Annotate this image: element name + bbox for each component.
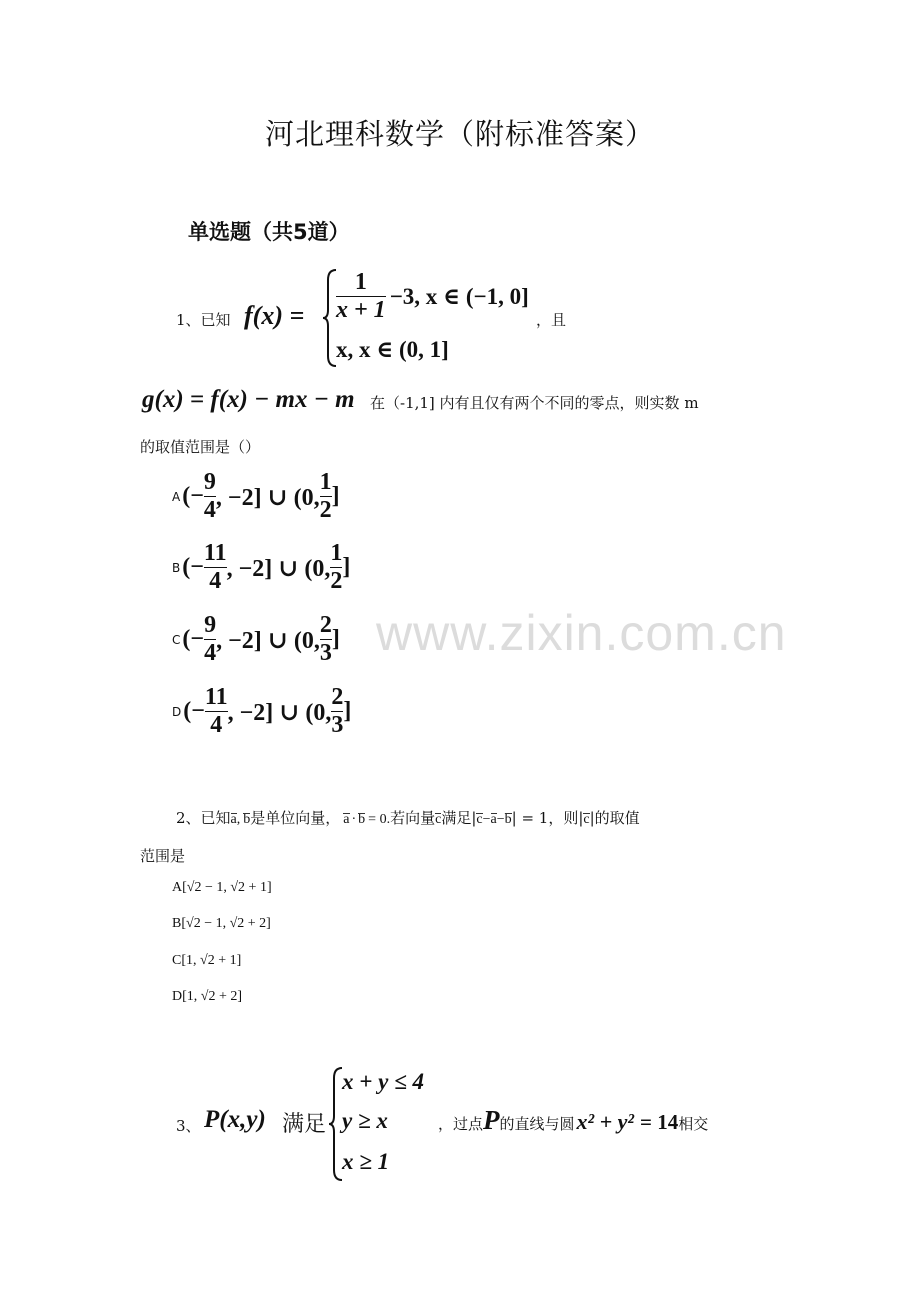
option-post: ] <box>342 554 351 581</box>
option-post: ] <box>343 698 352 725</box>
frac-den: 3 <box>319 640 332 667</box>
option-letter: B <box>172 560 181 575</box>
vector-b: b <box>358 812 366 827</box>
vector-b: b <box>243 812 251 827</box>
option-mid: , −2] ∪ (0, <box>215 484 320 511</box>
option-pre: (− <box>182 483 204 510</box>
q2-option-b[interactable] <box>172 916 271 932</box>
frac-num: 2 <box>319 612 332 638</box>
q3-cond-2: y ≥ x <box>342 1108 388 1133</box>
q1-func: f(x) = <box>244 301 305 330</box>
q2-option-c[interactable] <box>172 953 241 969</box>
frac-num: 9 <box>203 469 216 495</box>
option-text: [√2 − 1, √2 + 1] <box>182 880 272 895</box>
frac-num: 1 <box>330 540 343 566</box>
option-fraction-1 <box>205 685 228 738</box>
q2-comma: , <box>236 812 241 827</box>
q1-g-expr: g(x) = f(x) − mx − m <box>142 386 355 413</box>
minus-sign: − <box>496 812 505 827</box>
q1-case1-tail: −3, x ∈ (−1, 0] <box>389 284 529 310</box>
dot-operator: · <box>351 812 357 827</box>
option-pre: (− <box>182 626 205 653</box>
q2-option-a[interactable] <box>172 880 272 896</box>
q1-after-cases: ，且 <box>536 311 567 329</box>
q3-text-1: ，过点 <box>438 1115 484 1133</box>
option-letter: B <box>172 916 182 931</box>
frac-num: 1 <box>319 469 332 495</box>
q2-zero: = 0. <box>368 812 391 827</box>
q3-point: P(x,y) <box>204 1106 266 1133</box>
vector-c: c <box>435 812 442 827</box>
option-mid: , −2] ∪ (0, <box>227 699 332 726</box>
option-letter: D <box>172 704 182 719</box>
q2-text-3: 若向量 <box>390 809 436 827</box>
option-text: [1, √2 + 2] <box>182 989 243 1004</box>
q3-text-3: 相交 <box>678 1115 709 1133</box>
q1-option-b[interactable] <box>172 541 350 594</box>
q3-cond-1: x + y ≤ 4 <box>342 1069 424 1094</box>
option-post: ] <box>331 483 340 510</box>
option-fraction-2 <box>330 541 342 594</box>
option-letter: A <box>172 489 181 504</box>
option-fraction-1 <box>204 470 216 523</box>
q2-text-5: | = 1，则| <box>511 809 584 827</box>
q2-line1 <box>176 807 640 828</box>
option-post: ] <box>331 626 340 653</box>
frac-num: 2 <box>331 684 344 710</box>
q2-option-d[interactable] <box>172 989 242 1005</box>
q1-number: 1、已知 <box>176 311 231 329</box>
vector-b: b <box>504 812 512 827</box>
q3-circle-expr: x² + y² <box>576 1109 635 1134</box>
option-fraction-2 <box>320 613 332 666</box>
option-fraction-1 <box>204 541 227 594</box>
vector-a: a <box>343 812 350 827</box>
frac-den: 4 <box>204 640 217 667</box>
frac-den: 2 <box>319 497 332 524</box>
option-letter: D <box>172 989 183 1004</box>
frac-den: 4 <box>203 497 216 524</box>
q3-text-2: 的直线与圆 <box>499 1115 575 1133</box>
frac-den: 4 <box>210 712 223 739</box>
minus-sign: − <box>482 812 491 827</box>
q1-case2: x, x ∈ (0, 1] <box>336 337 449 362</box>
option-pre: (− <box>182 554 204 581</box>
q2-text-4: 满足| <box>441 809 477 827</box>
q1-case1-den: x + 1 <box>336 297 386 324</box>
option-letter: A <box>172 880 183 895</box>
option-pre: (− <box>183 698 205 725</box>
q3-number: 3、 <box>176 1117 201 1135</box>
q3-point-p: P <box>483 1105 500 1135</box>
option-text: [√2 − 1, √2 + 2] <box>181 916 271 931</box>
q2-text-2: 是单位向量， <box>250 809 341 827</box>
q2-text-6: |的取值 <box>589 809 640 827</box>
section-heading: 单选题（共5道） <box>188 220 350 244</box>
q3-line-tail <box>438 1105 708 1136</box>
vector-a: a <box>230 812 237 827</box>
option-mid: , −2] ∪ (0, <box>216 627 320 654</box>
q3-circle-rhs: = 14 <box>640 1110 679 1134</box>
q2-text-1: 2、已知 <box>176 809 231 827</box>
q1-case1-fraction <box>336 270 386 323</box>
option-fraction-2 <box>331 685 343 738</box>
q1-case1-num: 1 <box>354 269 367 295</box>
q3-satisfy: 满足 <box>282 1112 327 1137</box>
q1-case1 <box>336 270 529 323</box>
frac-num: 9 <box>204 612 217 638</box>
q1-line3: 的取值范围是（） <box>140 438 261 456</box>
option-fraction-2 <box>320 470 332 523</box>
q1-option-a[interactable] <box>172 470 340 523</box>
frac-den: 4 <box>209 568 222 595</box>
frac-num: 11 <box>203 540 227 566</box>
frac-den: 2 <box>330 568 343 595</box>
frac-num: 11 <box>204 684 228 710</box>
option-letter: C <box>172 632 181 647</box>
vector-c: c <box>583 812 590 827</box>
watermark: www.zixin.com.cn <box>376 605 787 661</box>
option-letter: C <box>172 953 182 968</box>
option-mid: , −2] ∪ (0, <box>226 555 331 582</box>
q1-option-d[interactable] <box>172 685 351 738</box>
q1-line2: 在（-1,1] 内有且仅有两个不同的零点，则实数 m <box>370 394 699 412</box>
vector-c: c <box>476 812 483 827</box>
frac-den: 3 <box>331 712 344 739</box>
vector-a: a <box>490 812 497 827</box>
q3-cond-3: x ≥ 1 <box>342 1149 390 1174</box>
q1-option-c[interactable] <box>172 613 340 666</box>
q2-line2: 范围是 <box>140 847 186 865</box>
page-title: 河北理科数学（附标准答案） <box>264 117 655 151</box>
option-fraction-1 <box>204 613 216 666</box>
option-text: [1, √2 + 1] <box>181 953 242 968</box>
